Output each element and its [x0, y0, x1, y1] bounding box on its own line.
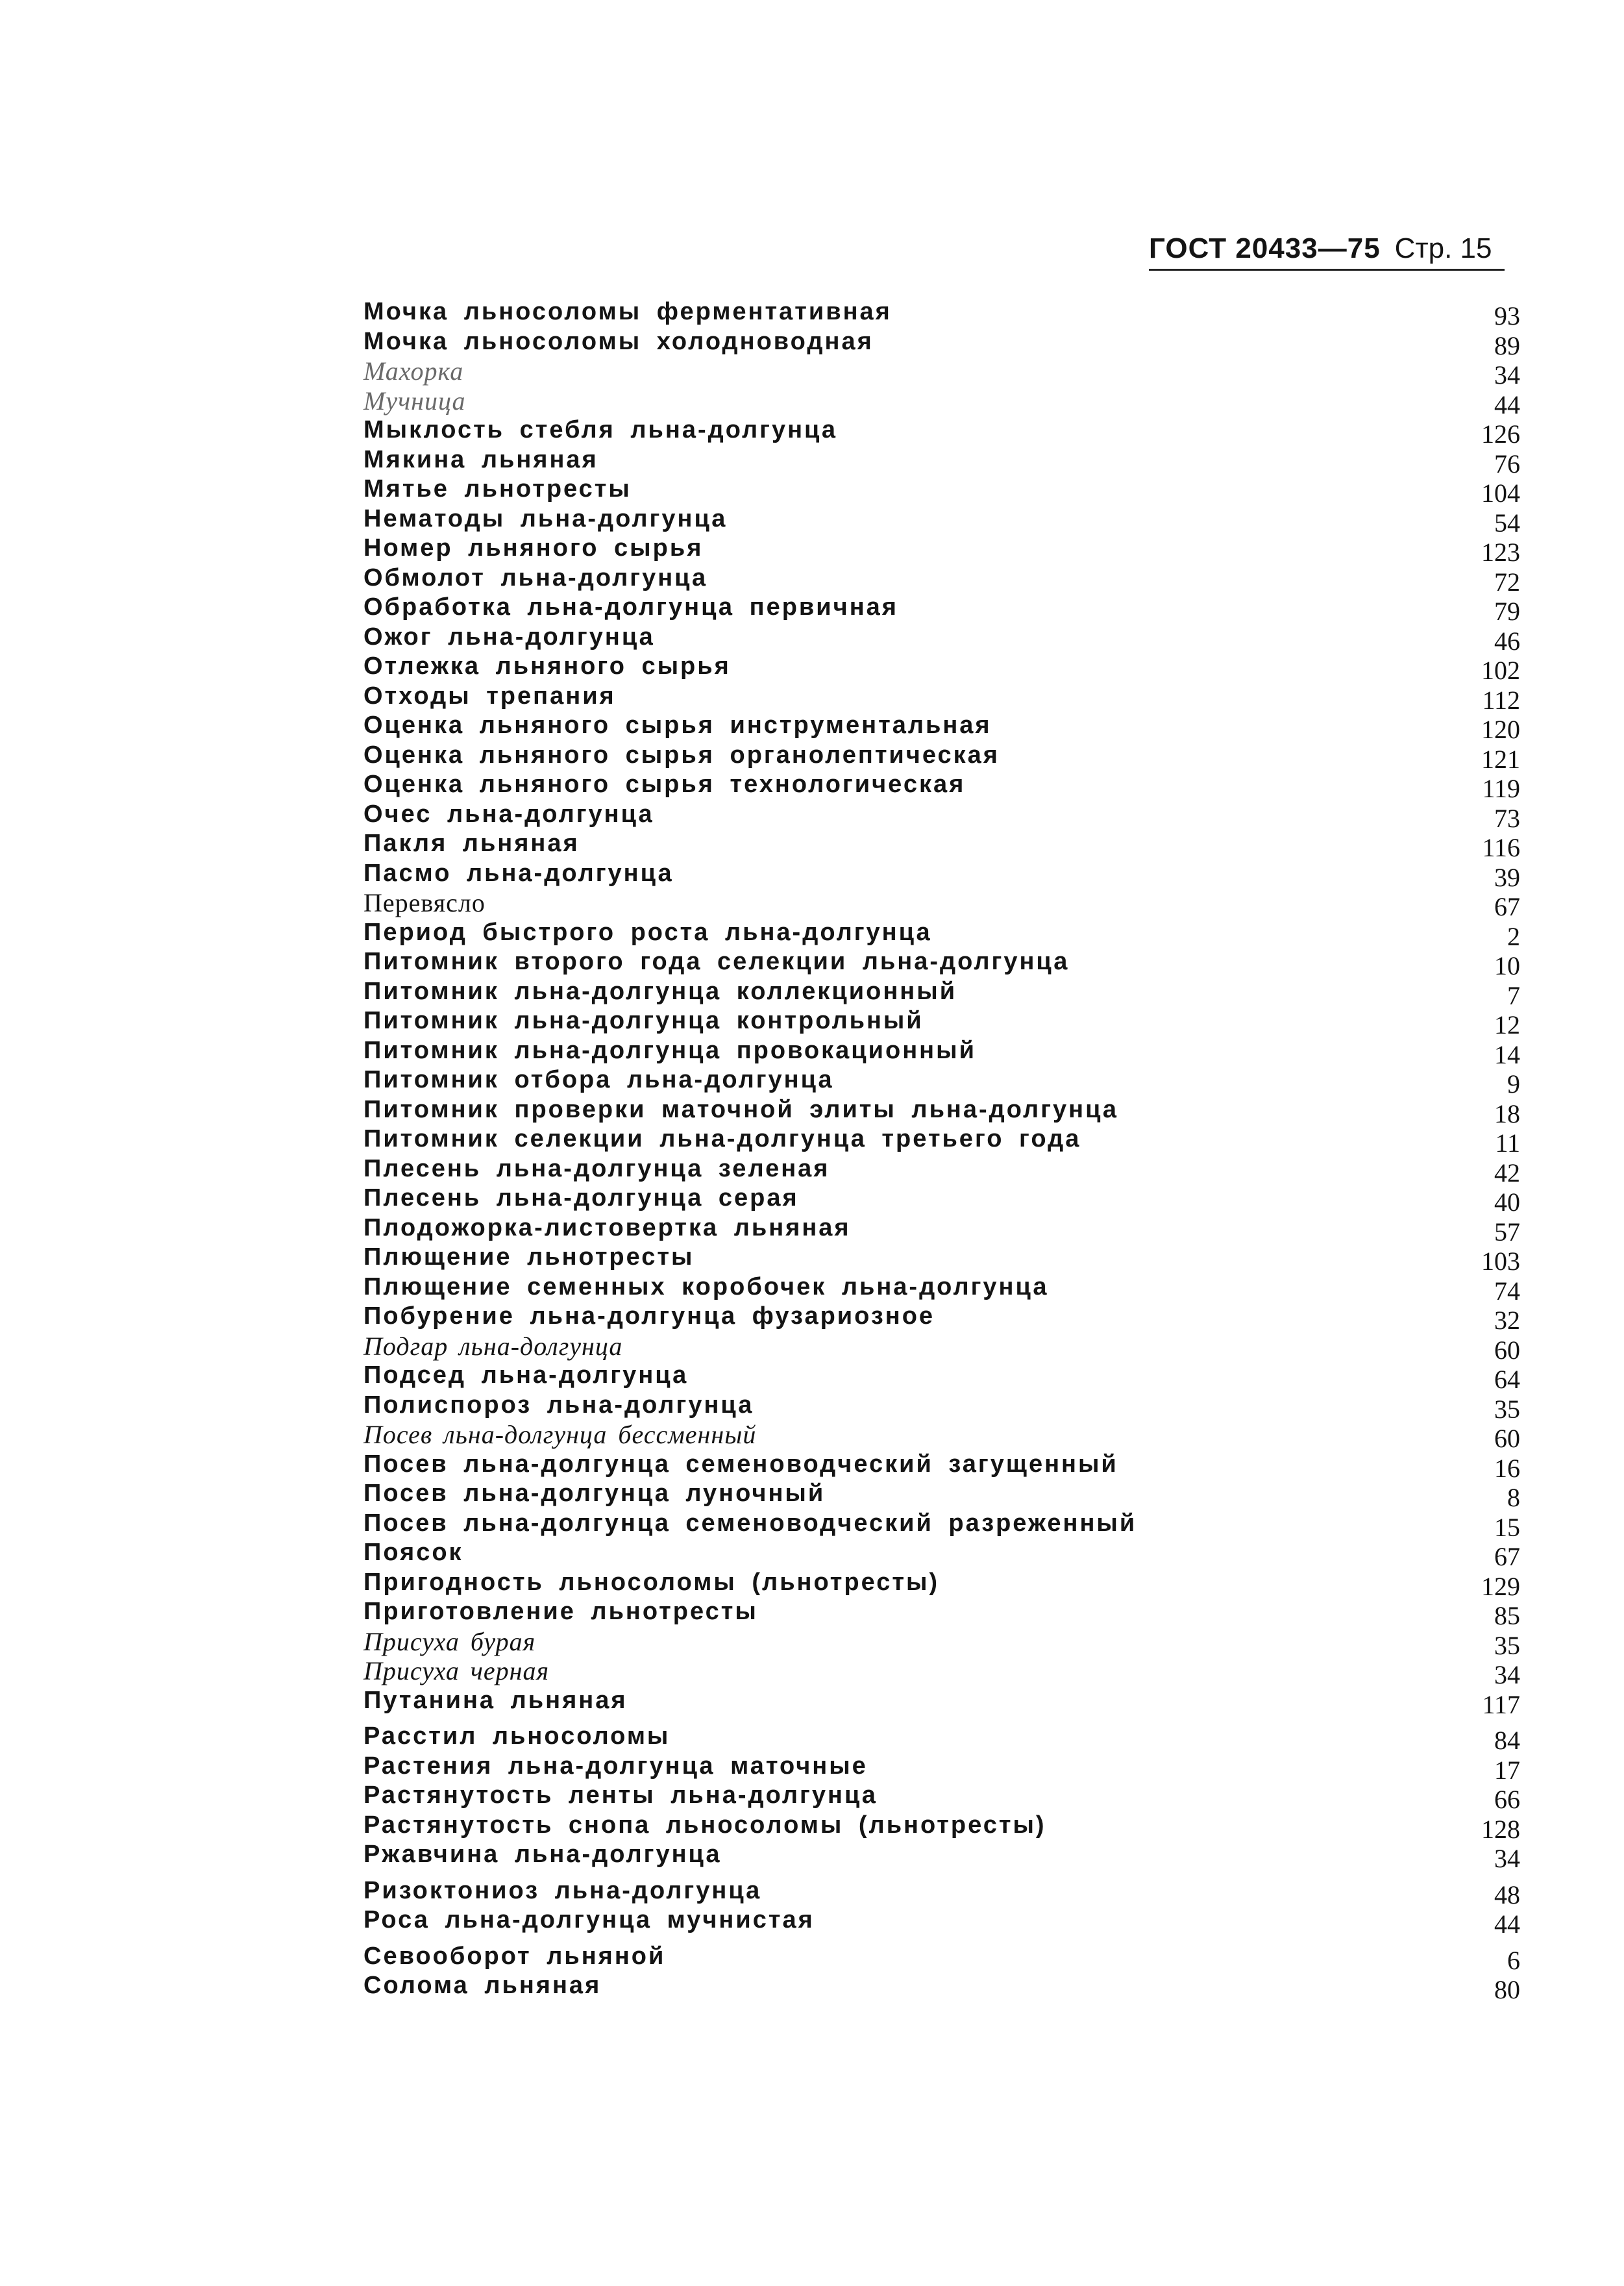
index-page-number: 42 — [1494, 1158, 1520, 1187]
index-term: Плющение льнотресты — [363, 1243, 695, 1271]
index-term: Посев льна-долгунца семеноводческий разреженный — [363, 1509, 1137, 1537]
index-entry — [363, 1686, 1520, 1719]
index-term: Мочка льносоломы ферментативная — [363, 298, 892, 325]
index-term: Махорка — [363, 356, 464, 386]
term-index-list — [363, 297, 1520, 2004]
index-term: Обработка льна-долгунца первичная — [363, 593, 898, 621]
index-term: Полиспороз льна-долгунца — [363, 1391, 754, 1419]
index-entry — [363, 356, 1520, 390]
index-page-number: 18 — [1494, 1099, 1520, 1128]
index-page-number: 73 — [1494, 803, 1520, 833]
index-term: Мятье льнотресты — [363, 475, 632, 503]
index-page-number: 120 — [1481, 715, 1520, 744]
index-entry — [363, 593, 1520, 626]
index-page-number: 2 — [1507, 921, 1520, 951]
index-term: Пакля льняная — [363, 830, 580, 857]
index-entry — [363, 386, 1520, 419]
index-entry — [363, 741, 1520, 774]
index-page-number: 14 — [1494, 1039, 1520, 1069]
index-term: Посев льна-долгунца луночный — [363, 1480, 826, 1507]
index-entry — [363, 623, 1520, 656]
index-term: Оценка льняного сырья органолептическая — [363, 741, 1000, 769]
index-term: Приготовление льнотресты — [363, 1598, 758, 1625]
index-entry — [363, 1906, 1520, 1939]
index-term: Питомник селекции льна-долгунца третьего года — [363, 1125, 1081, 1152]
index-page-number: 89 — [1494, 330, 1520, 360]
index-page-number: 74 — [1494, 1276, 1520, 1306]
index-term: Плесень льна-долгунца серая — [363, 1184, 799, 1211]
index-entry — [363, 1568, 1520, 1601]
index-entry — [363, 1124, 1520, 1158]
header-rule — [1149, 269, 1505, 271]
index-entry — [363, 1095, 1520, 1128]
index-entry — [363, 534, 1520, 567]
index-term: Период быстрого роста льна-долгунца — [363, 918, 932, 946]
index-term: Ожог льна-долгунца — [363, 623, 655, 651]
index-entry — [363, 1273, 1520, 1306]
index-term: Питомник льна-долгунца контрольный — [363, 1007, 924, 1034]
index-page-number: 60 — [1494, 1424, 1520, 1453]
index-term: Оценка льняного сырья инструментальная — [363, 712, 992, 739]
index-page-number: 60 — [1494, 1335, 1520, 1365]
index-entry — [363, 1942, 1520, 1975]
index-page-number: 35 — [1494, 1394, 1520, 1424]
index-term: Посев льна-долгунца бессменный — [363, 1420, 757, 1449]
index-term: Мочка льносоломы холодноводная — [363, 327, 874, 355]
index-page-number: 67 — [1494, 1542, 1520, 1571]
index-page-number: 116 — [1482, 833, 1520, 862]
index-entry — [363, 327, 1520, 360]
index-entry — [363, 770, 1520, 803]
index-term: Обмолот льна-долгунца — [363, 564, 708, 591]
index-page-number: 76 — [1494, 449, 1520, 478]
index-page-number: 32 — [1494, 1306, 1520, 1335]
index-page-number: 12 — [1494, 1010, 1520, 1039]
index-page-number: 117 — [1482, 1689, 1520, 1719]
index-page-number: 17 — [1494, 1755, 1520, 1785]
index-page-number: 10 — [1494, 951, 1520, 980]
index-entry — [363, 1361, 1520, 1394]
index-page-number: 126 — [1481, 419, 1520, 449]
index-entry — [363, 1876, 1520, 1909]
index-page-number: 66 — [1494, 1785, 1520, 1814]
index-term: Мякина льняная — [363, 445, 598, 473]
index-entry — [363, 1420, 1520, 1453]
index-entry — [363, 1509, 1520, 1542]
index-entry — [363, 711, 1520, 744]
index-term: Роса льна-долгунца мучнистая — [363, 1906, 815, 1933]
index-page-number: 34 — [1494, 1660, 1520, 1689]
index-page-number: 103 — [1481, 1247, 1520, 1276]
index-term: Поясок — [363, 1539, 463, 1566]
index-entry — [363, 947, 1520, 980]
index-page-number: 119 — [1482, 774, 1520, 803]
index-term: Нематоды льна-долгунца — [363, 504, 728, 532]
index-term: Питомник проверки маточной элиты льна-долгунца — [363, 1095, 1119, 1123]
index-entry — [363, 1781, 1520, 1814]
index-term: Побурение льна-долгунца фузариозное — [363, 1302, 935, 1330]
index-page-number: 44 — [1494, 1909, 1520, 1939]
index-page-number: 16 — [1494, 1453, 1520, 1483]
index-page-number: 34 — [1494, 360, 1520, 390]
index-page-number: 85 — [1494, 1601, 1520, 1630]
index-page-number: 7 — [1507, 980, 1520, 1010]
index-entry — [363, 445, 1520, 478]
index-page-number: 39 — [1494, 862, 1520, 892]
index-page-number: 67 — [1494, 892, 1520, 921]
index-entry — [363, 1840, 1520, 1873]
index-entry — [363, 1538, 1520, 1571]
index-term: Пригодность льносоломы (льнотресты) — [363, 1568, 940, 1596]
index-entry — [363, 1811, 1520, 1844]
index-entry — [363, 652, 1520, 685]
index-entry — [363, 682, 1520, 715]
index-entry — [363, 1006, 1520, 1039]
index-entry — [363, 564, 1520, 597]
index-page-number: 129 — [1481, 1571, 1520, 1601]
index-page-number: 11 — [1495, 1128, 1520, 1158]
index-page-number: 15 — [1494, 1512, 1520, 1542]
index-entry — [363, 1722, 1520, 1755]
index-page-number: 123 — [1481, 538, 1520, 567]
index-term: Растения льна-долгунца маточные — [363, 1752, 868, 1780]
index-entry — [363, 297, 1520, 330]
index-page-number: 54 — [1494, 508, 1520, 538]
index-page-number: 44 — [1494, 390, 1520, 419]
index-page-number: 72 — [1494, 567, 1520, 597]
index-term: Севооборот льняной — [363, 1942, 666, 1970]
index-entry — [363, 1243, 1520, 1276]
index-term: Очес льна-долгунца — [363, 800, 654, 828]
index-page-number: 6 — [1507, 1945, 1520, 1975]
index-entry — [363, 1065, 1520, 1099]
standard-number: ГОСТ 20433—75 — [1149, 232, 1381, 264]
index-term: Пасмо льна-долгунца — [363, 859, 674, 887]
index-entry — [363, 1331, 1520, 1365]
index-term: Присуха черная — [363, 1656, 550, 1685]
index-entry — [363, 800, 1520, 833]
index-term: Питомник отбора льна-долгунца — [363, 1066, 834, 1093]
index-term: Ризоктониоз льна-долгунца — [363, 1876, 762, 1904]
index-entry — [363, 918, 1520, 951]
index-page-number: 9 — [1507, 1069, 1520, 1099]
index-page-number: 102 — [1481, 656, 1520, 685]
index-page-number: 93 — [1494, 301, 1520, 330]
index-page-number: 8 — [1507, 1483, 1520, 1512]
index-entry — [363, 1626, 1520, 1660]
index-entry — [363, 1450, 1520, 1483]
index-page-number: 84 — [1494, 1726, 1520, 1755]
index-entry — [363, 829, 1520, 862]
index-term: Плодожорка-листовертка льняная — [363, 1213, 851, 1241]
index-entry — [363, 1213, 1520, 1247]
index-term: Посев льна-долгунца семеноводческий загущенный — [363, 1450, 1118, 1478]
index-term: Солома льняная — [363, 1972, 602, 1999]
index-entry — [363, 475, 1520, 508]
index-page-number: 79 — [1494, 597, 1520, 626]
index-entry — [363, 1971, 1520, 2004]
page-header — [1149, 232, 1505, 271]
index-term: Оценка льняного сырья технологическая — [363, 771, 966, 798]
index-term: Ржавчина льна-долгунца — [363, 1841, 722, 1868]
index-entry — [363, 1154, 1520, 1187]
index-term: Номер льняного сырья — [363, 534, 704, 562]
index-entry — [363, 977, 1520, 1010]
index-page-number: 80 — [1494, 1975, 1520, 2004]
index-term: Питомник второго года селекции льна-долгунца — [363, 948, 1070, 975]
index-entry — [363, 1597, 1520, 1630]
index-term: Плющение семенных коробочек льна-долгунца — [363, 1273, 1049, 1300]
index-page-number: 128 — [1481, 1814, 1520, 1844]
index-page-number: 35 — [1494, 1630, 1520, 1660]
index-page-number: 112 — [1482, 685, 1520, 715]
index-entry — [363, 1391, 1520, 1424]
index-term: Подсед льна-долгунца — [363, 1361, 689, 1389]
index-entry — [363, 1184, 1520, 1217]
index-term: Отлежка льняного сырья — [363, 652, 731, 680]
index-page-number: 57 — [1494, 1217, 1520, 1247]
index-page-number: 121 — [1481, 744, 1520, 774]
index-term: Мыклость стебля льна-долгунца — [363, 416, 838, 443]
index-entry — [363, 416, 1520, 449]
index-term: Подгар льна-долгунца — [363, 1331, 623, 1361]
index-term: Растянутость ленты льна-долгунца — [363, 1782, 878, 1809]
index-entry — [363, 1479, 1520, 1512]
index-term: Перевясло — [363, 888, 486, 917]
index-term: Путанина льняная — [363, 1686, 628, 1714]
index-entry — [363, 859, 1520, 892]
index-entry — [363, 1302, 1520, 1335]
index-page-number: 34 — [1494, 1844, 1520, 1873]
index-term: Расстил льносоломы — [363, 1722, 671, 1750]
index-term: Растянутость снопа льносоломы (льнотресты) — [363, 1811, 1046, 1839]
page-number: Стр. 15 — [1394, 232, 1492, 264]
index-entry — [363, 1656, 1520, 1689]
index-entry — [363, 888, 1520, 921]
index-page-number: 48 — [1494, 1880, 1520, 1909]
index-term: Питомник льна-долгунца коллекционный — [363, 977, 957, 1005]
index-page-number: 40 — [1494, 1187, 1520, 1217]
index-entry — [363, 1036, 1520, 1069]
index-term: Отходы трепания — [363, 682, 616, 710]
index-term: Мучница — [363, 386, 466, 416]
index-page-number: 46 — [1494, 626, 1520, 656]
index-term: Плесень льна-долгунца зеленая — [363, 1154, 830, 1182]
index-entry — [363, 504, 1520, 538]
index-term: Питомник льна-долгунца провокационный — [363, 1036, 976, 1064]
index-page-number: 104 — [1481, 478, 1520, 508]
index-page-number: 64 — [1494, 1365, 1520, 1394]
index-entry — [363, 1752, 1520, 1785]
index-term: Присуха бурая — [363, 1626, 536, 1656]
